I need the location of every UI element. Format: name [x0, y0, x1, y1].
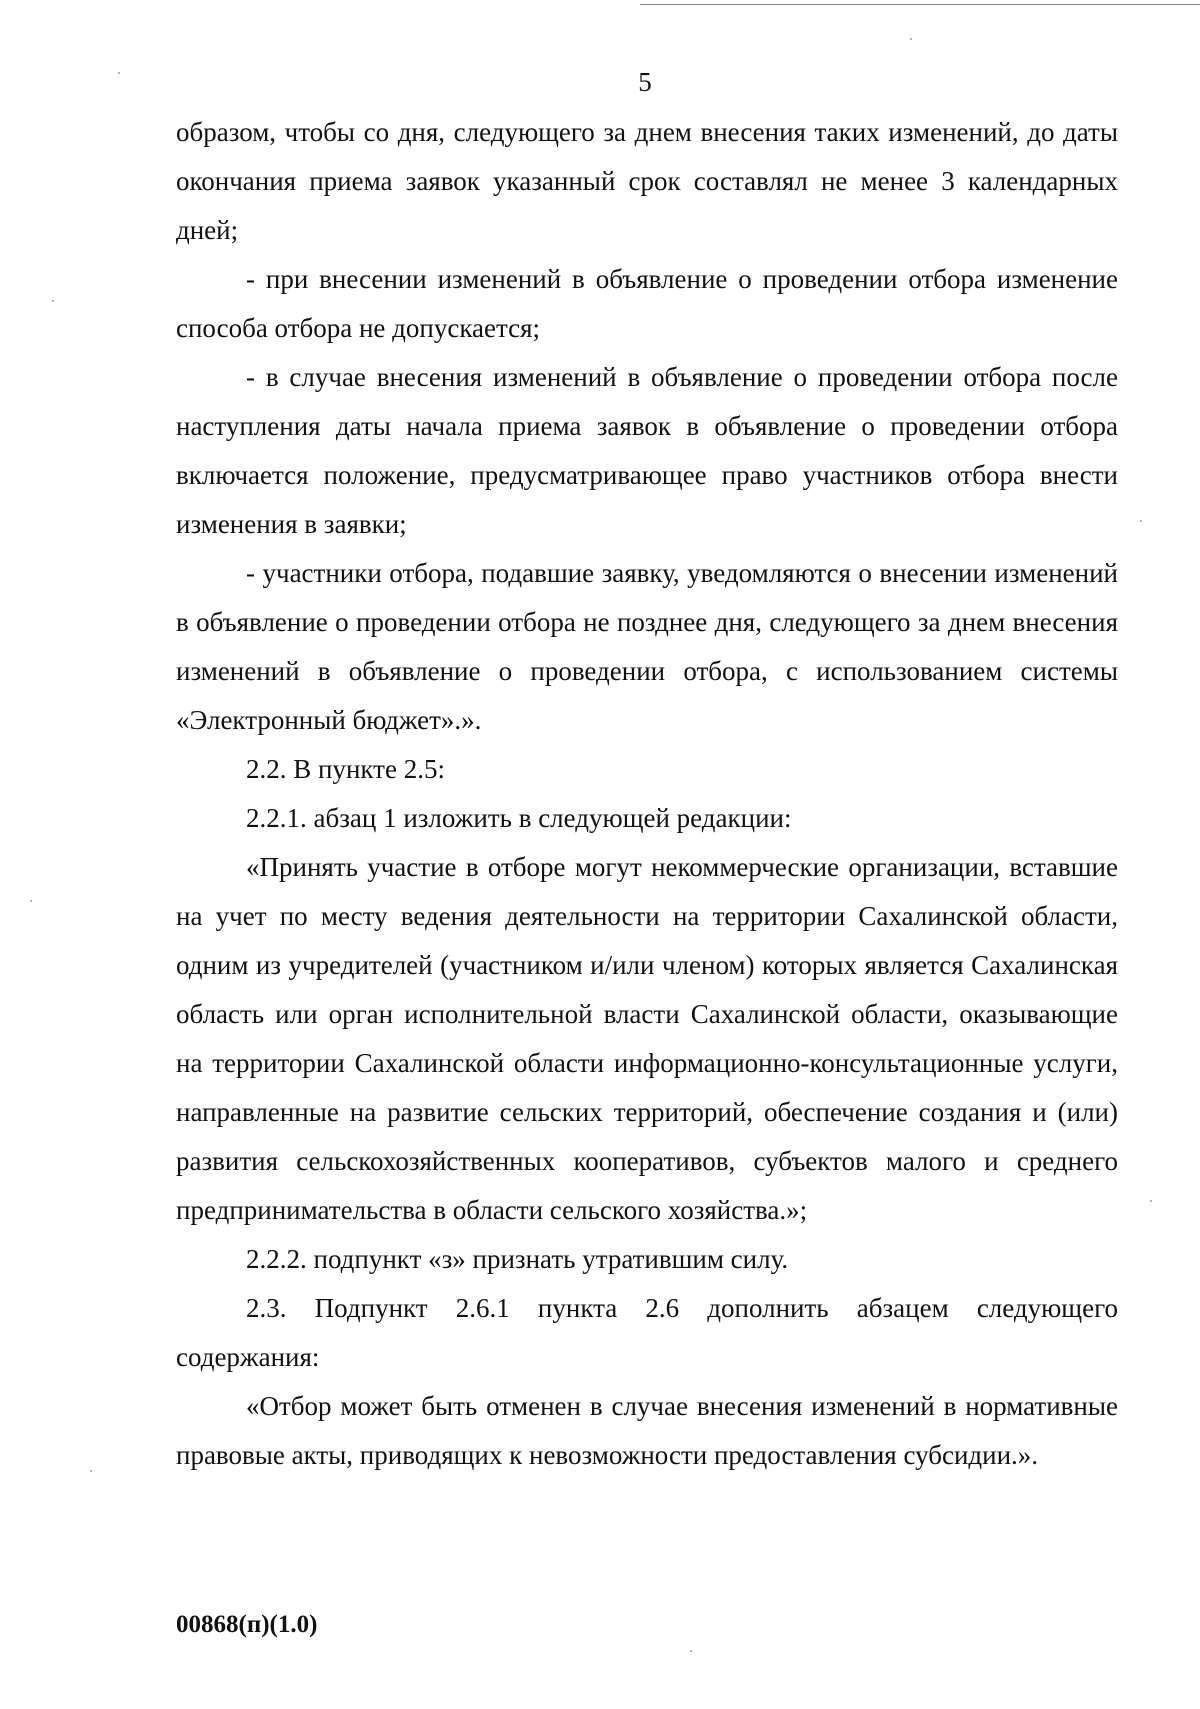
scan-speck — [910, 38, 912, 40]
document-code: 00868(п)(1.0) — [176, 1611, 318, 1638]
paragraph-cancellation-text: «Отбор может быть отменен в случае внесения изменений в нормативные правовые акты, приводящих к невозможности предоставления субсидии.». — [176, 1391, 1118, 1470]
paragraph-eligibility-text: «Принять участие в отборе могут некоммерческие организации, вставшие на учет по месту ведения деятельности на территории Сахалинской области, одним из учредителей (участником и/или членом) которых является Сахалинская область или орган исполнительной власти Сахалинской области, оказывающие на территории Сахалинской области информационно-консультационные услуги, направленные на развитие сельских территорий, обеспечение создания и (или) развития сельскохозяйственных кооперативов, субъектов малого и среднего предпринимательства в области сельского хозяйства.»; — [176, 852, 1118, 1225]
scan-top-edge-line — [640, 4, 1200, 5]
scan-speck — [52, 300, 54, 302]
paragraph-continuation: образом, чтобы со дня, следующего за днем внесения таких изменений, до даты окончания приема заявок указанный срок составлял не менее 3 календарных дней; — [176, 117, 1118, 245]
paragraph-clause-2-2-1: 2.2.1. абзац 1 изложить в следующей редакции: — [246, 803, 792, 833]
scan-speck — [1140, 520, 1142, 522]
paragraph-right-to-amend-applications: - в случае внесения изменений в объявление о проведении отбора после наступления даты начала приема заявок в объявление о проведении отбора включается положение, предусматривающее право участников отбора внести изменения в заявки; — [176, 362, 1118, 539]
scan-speck — [30, 900, 32, 902]
paragraph-no-change-of-method: - при внесении изменений в объявление о проведении отбора изменение способа отбора не допускается; — [176, 264, 1118, 343]
scan-speck — [118, 72, 120, 74]
paragraph-clause-2-2: 2.2. В пункте 2.5: — [246, 754, 445, 784]
paragraph-participant-notification: - участники отбора, подавшие заявку, уведомляются о внесении изменений в объявление о проведении отбора не позднее дня, следующего за днем внесения изменений в объявление о проведении отбора, с использованием системы «Электронный бюджет».». — [176, 558, 1118, 735]
scan-speck — [1150, 1200, 1152, 1202]
paragraph-clause-2-2-2: 2.2.2. подпункт «з» признать утратившим силу. — [246, 1244, 789, 1274]
scan-speck — [690, 1650, 692, 1652]
scan-speck — [90, 1470, 92, 1472]
page-number: 5 — [638, 67, 652, 97]
document-body — [176, 108, 1118, 1480]
paragraph-clause-2-3: 2.3. Подпункт 2.6.1 пункта 2.6 дополнить абзацем следующего содержания: — [176, 1293, 1118, 1372]
